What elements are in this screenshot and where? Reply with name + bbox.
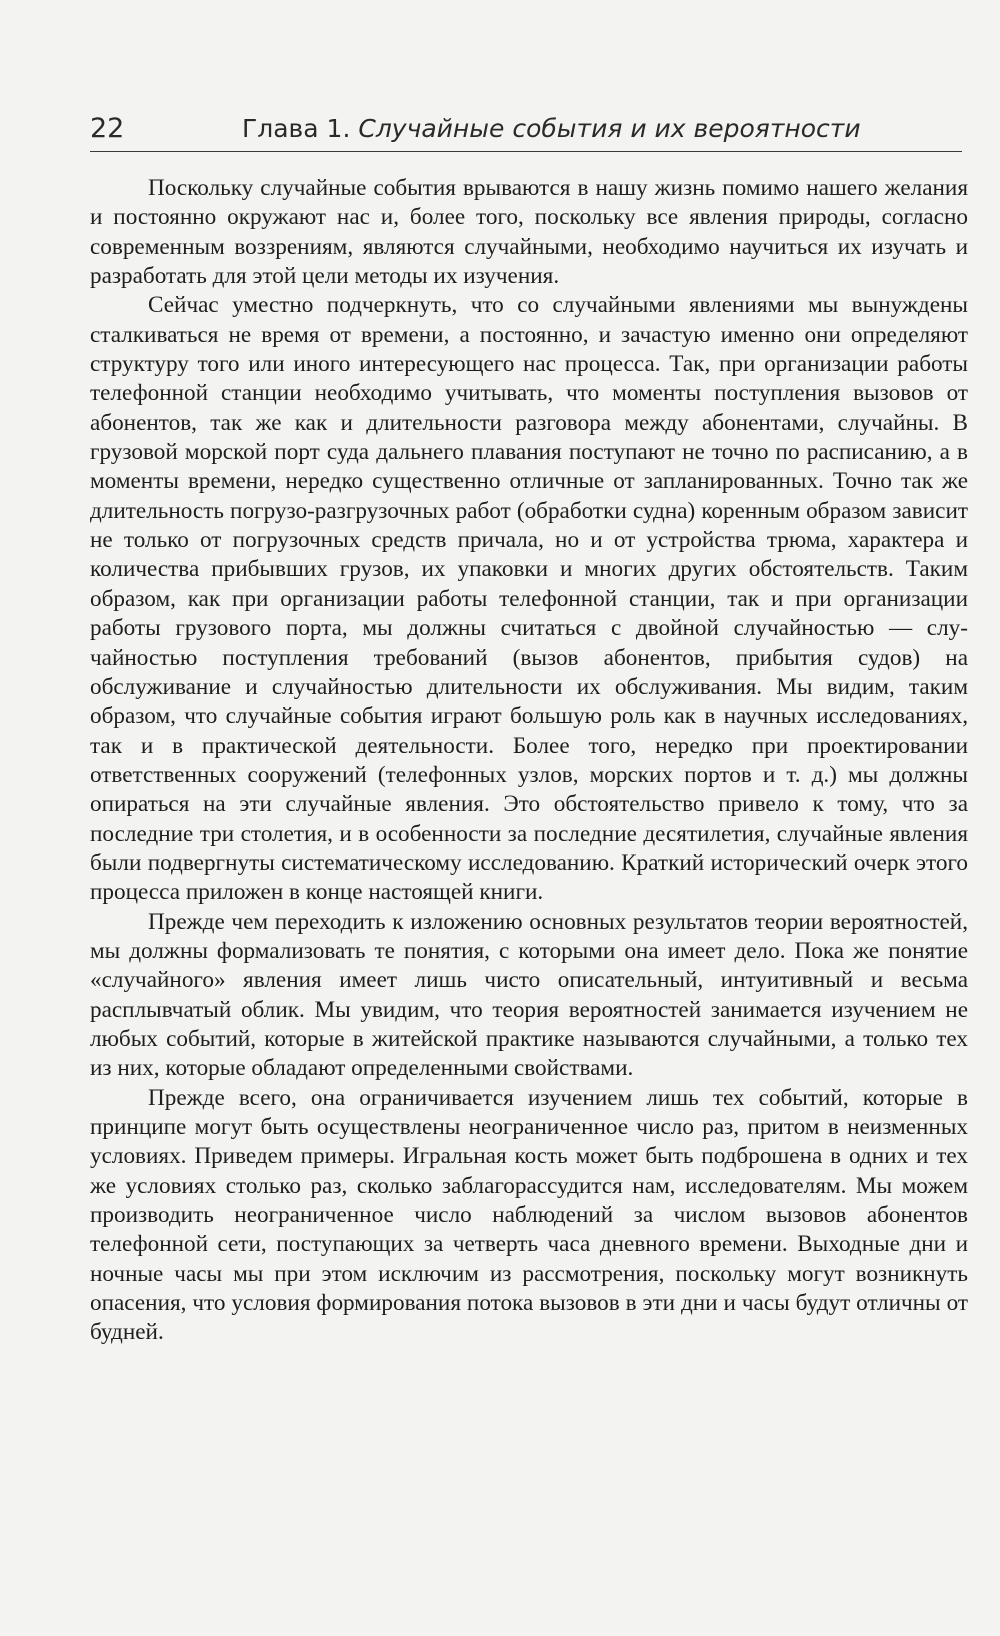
chapter-label: Глава 1.	[242, 114, 351, 143]
body-text	[90, 174, 968, 1348]
paragraph-2: Сейчас уместно подчеркнуть, что со случайными явлениями мы вынуждены сталкиваться не время от времени, а постоянно, и зачастую именно они определяют структуру того или иного интересующего нас процесса. Так, при организации работы телефонной станции необходимо учитывать, что моменты поступления вызовов от абонентов, так же как и длительности разговора между абонентами, случайны. В грузовой морской порт суда дальнего плавания поступают не точно по расписанию, а в моменты времени, нередко существенно отличные от запланированных. Точно так же длительность погрузо-разгрузочных работ (обработки судна) коренным образом зависит не только от погрузочных средств причала, но и от устройства трюма, характера и количества прибывших грузов, их упаковки и многих других обстоятельств. Таким образом, как при организации работы телефонной станции, так и при организации работы грузового порта, мы должны считаться с двойной случайностью — случайностью поступления требований (вызов абонентов, прибытия судов) на обслуживание и случайностью длительности их обслуживания. Мы видим, таким образом, что случайные события играют большую роль как в научных исследованиях, так и в практической деятельности. Более того, нередко при проектировании ответственных сооружений (телефонных узлов, морских портов и т. д.) мы должны опираться на эти случайные явления. Это обстоятельство привело к тому, что за последние три столетия, и в особенности за последние десятилетия, случайные явления были подвергнуты систематическому исследованию. Краткий исторический очерк этого процесса приложен в конце настоящей книги.	[90, 292, 968, 906]
chapter-title: Случайные события и их вероятности	[358, 114, 861, 143]
paragraph-3: Прежде чем переходить к изложению основных результатов теории вероятностей, мы должны формализовать те понятия, с которыми она имеет дело. Пока же понятие «случайного» явления имеет лишь чисто описательный, интуитивный и весьма расплывчатый облик. Мы увидим, что теория вероятностей занимается изучением не любых событий, которые в житейской практике называются случайными, а только тех из них, которые обладают определенными свойствами.	[90, 908, 968, 1082]
header-rule	[90, 151, 962, 152]
running-header	[90, 110, 962, 150]
paragraph-1: Поскольку случайные события врываются в нашу жизнь помимо нашего желания и постоянно окружают нас и, более того, поскольку все явления природы, согласно современным воззрениям, являются случайными, необходимо научиться их изучать и разработать для этой цели методы их изучения.	[90, 175, 968, 290]
paragraph-4: Прежде всего, она ограничивается изучением лишь тех событий, которые в принципе могут быть осуществлены неограниченное число раз, притом в неизменных условиях. Приведем примеры. Игральная кость может быть подброшена в одних и тех же условиях столько раз, сколько заблагорассудится нам, исследователям. Мы можем производить неограниченное число наблюдений за числом вызовов абонентов телефонной сети, поступающих за четверть часа дневного времени. Выходные дни и ночные часы мы при этом исключим из рассмотрения, поскольку могут возникнуть опасения, что условия формирования потока вызовов в эти дни и часы будут отличны от будней.	[90, 1084, 968, 1346]
page-number: 22	[90, 113, 125, 144]
chapter-heading	[242, 114, 861, 144]
